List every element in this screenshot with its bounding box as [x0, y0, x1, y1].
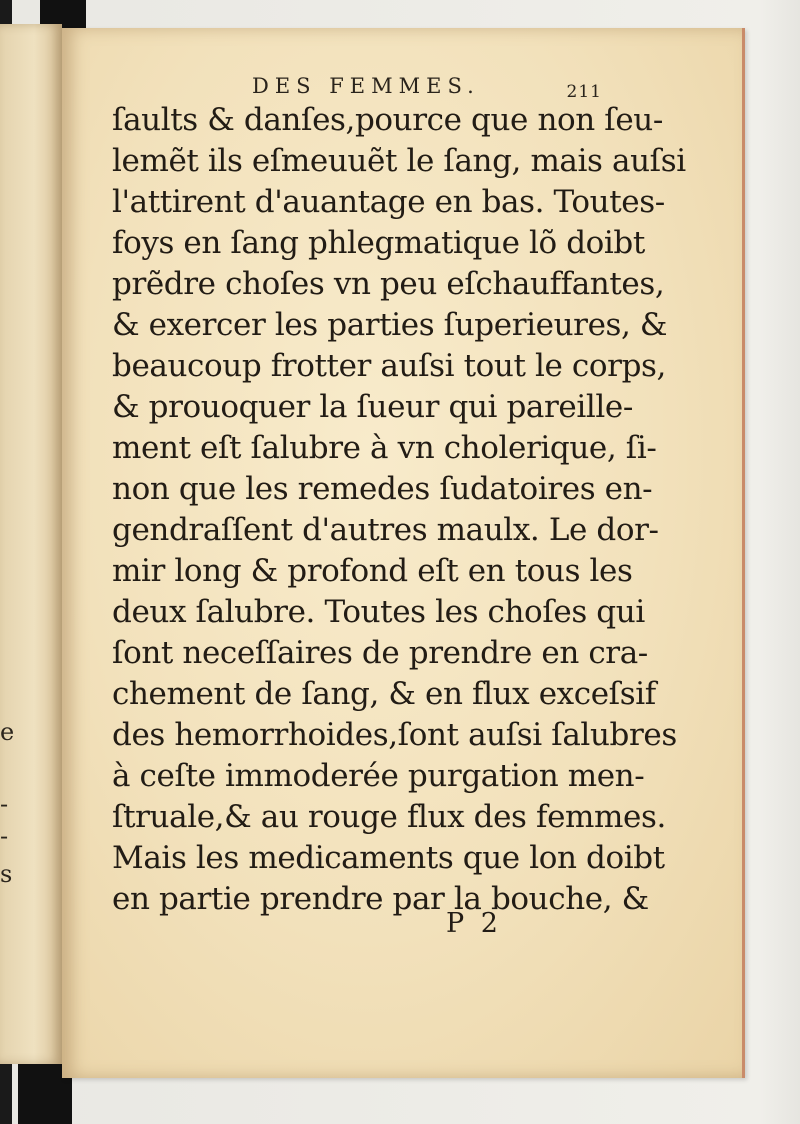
- left-page-fragment: e: [0, 718, 15, 746]
- text-line: lemẽt ils eſmeuuẽt le ſang, mais auſsi: [112, 143, 686, 179]
- text-line: foys en ſang phlegmatique lõ doibt: [112, 225, 645, 261]
- text-line: des hemorrhoides,ſont auſsi ſalubres: [112, 717, 677, 753]
- left-page-edge: [0, 24, 62, 1064]
- text-line: beaucoup frotter auſsi tout le corps,: [112, 348, 666, 384]
- text-line: & prouoquer la ſueur qui pareille-: [112, 389, 633, 425]
- left-page-fragment: -: [0, 822, 9, 850]
- text-line: non que les remedes ſudatoires en-: [112, 471, 653, 507]
- text-line: en partie prendre par la bouche, &: [112, 881, 649, 917]
- text-line: gendraſſent d'autres maulx. Le dor-: [112, 512, 659, 548]
- text-line: ſont neceſſaires de prendre en cra-: [112, 635, 648, 671]
- body-text: [112, 100, 686, 920]
- text-line: deux ſalubre. Toutes les choſes qui: [112, 594, 645, 630]
- text-line: Mais les medicaments que lon doibt: [112, 840, 665, 876]
- text-line: mir long & profond eſt en tous les: [112, 553, 633, 589]
- text-line: prẽdre choſes vn peu eſchauffantes,: [112, 266, 665, 302]
- text-line: ment eſt ſalubre à vn cholerique, ſi-: [112, 430, 657, 466]
- book-page: [62, 28, 745, 1078]
- text-line: à ceſte immoderée purgation men-: [112, 758, 645, 794]
- running-header: DES FEMMES.: [252, 74, 480, 98]
- page-number: 211: [566, 82, 602, 102]
- left-page-fragment: -: [0, 790, 9, 818]
- left-page-fragment: s: [0, 860, 13, 888]
- text-line: ſtruale,& au rouge flux des femmes.: [112, 799, 666, 835]
- text-line: chement de ſang, & en flux exceſsif: [112, 676, 656, 712]
- text-line: & exercer les parties ſuperieures, &: [112, 307, 668, 343]
- signature-mark: P 2: [446, 908, 502, 939]
- text-line: ſaults & danſes,pource que non ſeu-: [112, 102, 663, 138]
- text-line: l'attirent d'auantage en bas. Toutes-: [112, 184, 665, 220]
